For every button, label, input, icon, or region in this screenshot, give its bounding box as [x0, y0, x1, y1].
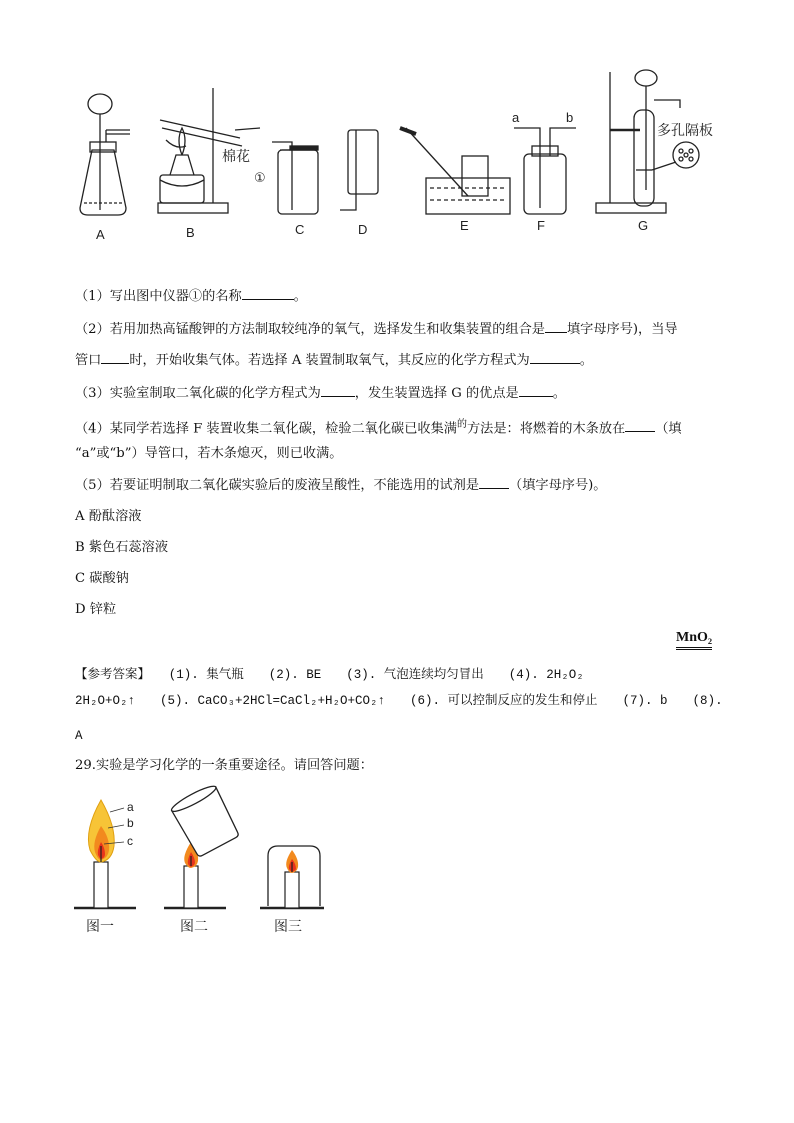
label-A: A: [96, 227, 105, 242]
flame-label-b: b: [127, 816, 134, 830]
blank: [625, 419, 655, 432]
label-C: C: [295, 222, 305, 237]
label-port-a: a: [512, 110, 520, 125]
label-D: D: [358, 222, 368, 237]
label-G: G: [638, 218, 649, 233]
blank: [101, 351, 129, 364]
question-2-line2: 管口 时，开始收集气体。若选择 A 装置制取氧气，其反应的化学方程式为 。: [75, 353, 593, 368]
fig-label-3: 图三: [274, 918, 302, 934]
option-a: A 酚酞溶液: [75, 509, 142, 524]
option-b: B 紫色石蕊溶液: [75, 540, 169, 555]
question-5: （5）若要证明制取二氧化碳实验后的废液呈酸性，不能选用的试剂是 （填字母序号)。: [75, 478, 607, 493]
question-4-line1: （4）某同学若选择 F 装置收集二氧化碳，检验二氧化碳已收集满$^的$方法是：将燃着的木条放在 （填: [75, 419, 682, 437]
label-cotton: 棉花: [222, 148, 250, 164]
question-2-line1: （2）若用加热高锰酸钾的方法制取较纯净的氧气，选择发生和收集装置的组合是 填字母序号)，当导: [75, 322, 678, 337]
label-F: F: [537, 218, 545, 233]
question-4-line2: “a”或“b”）导管口，若木条熄灭，则已收满。: [75, 446, 343, 461]
answer-line2: 2H₂O+O₂↑ (5). CaCO₃+2HCl=CaCl₂+H₂O+CO₂↑ (6). 可以控制反应的发生和停止 (7). b (8).: [75, 694, 723, 708]
label-B: B: [186, 225, 195, 240]
question-1: （1）写出图中仪器①的名称 。: [75, 289, 307, 304]
option-d: D 锌粒: [75, 602, 117, 617]
question-3: （3）实验室制取二氧化碳的化学方程式为 ，发生装置选择 G 的优点是 。: [75, 386, 566, 401]
fig-label-2: 图二: [180, 918, 208, 934]
blank: [545, 320, 567, 333]
flame-label-c: c: [127, 834, 133, 848]
option-c: C 碳酸钠: [75, 571, 129, 586]
blank: [242, 287, 294, 300]
label-circle-one: ①: [254, 170, 266, 185]
label-porous-plate: 多孔隔板: [657, 122, 713, 138]
flame-label-a: a: [127, 800, 134, 814]
blank: [321, 384, 355, 397]
fig-label-1: 图一: [86, 918, 114, 934]
label-E: E: [460, 218, 469, 233]
blank: [530, 351, 580, 364]
answer-line1: 【参考答案】 (1). 集气瓶 (2). BE (3). 气泡连续均匀冒出 (4). 2H₂O₂: [75, 668, 584, 682]
answer-line3: A: [75, 729, 83, 743]
blank: [479, 476, 509, 489]
mno2-catalyst: MnO₂: [676, 630, 712, 650]
label-port-b: b: [566, 110, 574, 125]
blank: [519, 384, 553, 397]
question-29-title: 29.实验是学习化学的一条重要途径。请回答问题：: [75, 758, 373, 773]
